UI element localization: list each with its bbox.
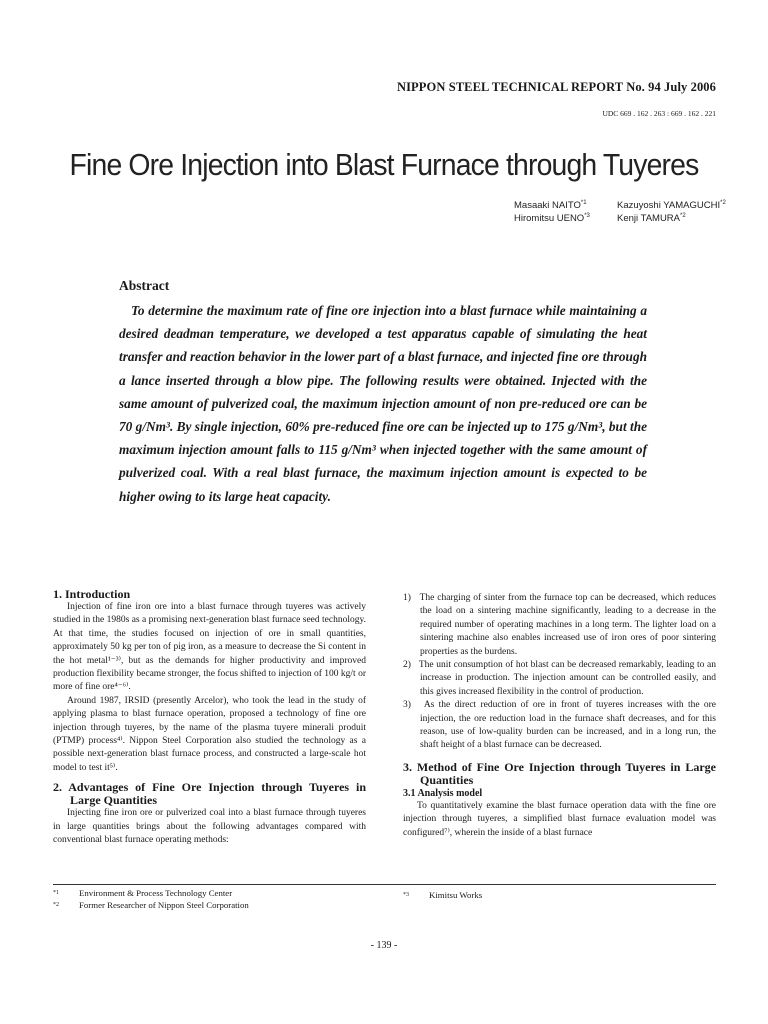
author-3 <box>514 213 590 224</box>
right-column <box>403 592 716 840</box>
list-item <box>403 699 716 753</box>
list-text: The charging of sinter from the furnace top can be decreased, which reduces the load on a sintering machine significantly, leading to a decrease in the required number of operating machines in a long term. The lighter load on a sintering machine also enables increased use of iron ores of poor sintering properties as the burdens. <box>419 593 716 657</box>
left-column <box>53 588 366 848</box>
author-2 <box>617 200 726 211</box>
list-number: 3) <box>403 700 411 711</box>
abstract-text: To determine the maximum rate of fine ore injection into a blast furnace while maintaining a desired deadman temperature, we developed a test apparatus capable of simulating the heat transfer and reaction behavior in the lower part of a blast furnace, and injected fine ore through a lance inserted through a blow pipe. The following results were obtained. Injected with the same amount of pulverized coal, the maximum injection amount of non pre-reduced ore can be 70 g/Nm³. By single injection, 60% pre-reduced fine ore can be injected up to 175 g/Nm³, but the maximum injection amount falls to 115 g/Nm³ when injected together with the same amount of pulverized coal. With a real blast furnace, the maximum injection amount is expected to be higher owing to its large heat capacity. <box>119 303 647 504</box>
author-mark: *2 <box>680 213 686 219</box>
abstract-body <box>119 299 647 508</box>
udc-code: UDC 669 . 162 . 263 : 669 . 162 . 221 <box>602 109 716 118</box>
list-number: 2) <box>403 660 411 671</box>
footnote-mark: *1 <box>53 890 59 896</box>
footnote-text: Kimitsu Works <box>429 890 483 900</box>
author-mark: *2 <box>720 200 726 206</box>
list-item <box>403 659 716 699</box>
section-1-paragraph: Around 1987, IRSID (presently Arcelor), who took the lead in the study of applying plasma to blast furnace operation, proposed a technology of fine ore injection through tuyeres, by the name of the plasma tuyere minerali produit (PTMP) process⁴⁾. Nippon Steel Corporation also studied the technology as a possible next-generation blast furnace process, and constructed a large-scale hot model to test it⁵⁾. <box>53 695 366 773</box>
author-name: Masaaki NAITO <box>514 200 581 212</box>
list-text: As the direct reduction of ore in front of tuyeres increases with the ore injection, the ore reduction load in the furnace shaft decreases, and for this reason, use of low-quality burden can be increased, and in a long run, the shaft height of a blast furnace can be decreased. <box>420 700 716 751</box>
footnote-text: Environment & Process Technology Center <box>79 888 233 898</box>
author-name: Kazuyoshi YAMAGUCHI <box>617 200 721 212</box>
author-1 <box>514 200 587 211</box>
page-number: - 139 - <box>370 940 398 951</box>
author-mark: *1 <box>580 200 587 206</box>
footnote-mark: *2 <box>53 902 59 908</box>
report-header: NIPPON STEEL TECHNICAL REPORT No. 94 July 2006 <box>396 80 716 94</box>
footnote-2 <box>53 899 249 912</box>
paper-title: Fine Ore Injection into Blast Furnace through Tuyeres <box>69 148 699 182</box>
author-name: Kenji TAMURA <box>617 213 680 225</box>
footnote-rule <box>53 884 716 885</box>
section-2-paragraph: Injecting fine iron ore or pulverized coal into a blast furnace through tuyeres in large quantities brings about the following advantages compared with conventional blast furnace operating methods: <box>53 808 366 846</box>
abstract-heading: Abstract <box>119 278 170 293</box>
footnote-text: Former Researcher of Nippon Steel Corporation <box>79 900 249 910</box>
section-3-heading: 3. Method of Fine Ore Injection through Tuyeres in Large Quantities <box>403 759 716 787</box>
section-1-heading: 1. Introduction <box>53 587 131 601</box>
section-1-paragraph: Injection of fine iron ore into a blast furnace through tuyeres was actively studied in the 1980s as a promising next-generation blast furnace seed technology. At that time, the studies focused on injection of ore in small quantities, approximately 50 kg per ton of pig iron, as a measure to decrease the Si content in the hot metal¹⁻³⁾, but as the demands for higher productivity and improved production flexibility became stronger, the focus shifted to injection of 100 kg/t or more of fine ore⁴⁻⁶⁾. <box>53 602 366 693</box>
author-mark: *3 <box>584 213 590 219</box>
list-number: 1) <box>403 593 411 603</box>
footnote-mark: *3 <box>403 892 409 898</box>
author-4 <box>617 213 686 224</box>
section-3-1-heading: 3.1 Analysis model <box>403 787 483 799</box>
author-name: Hiromitsu UENO <box>514 213 585 225</box>
list-item <box>403 592 716 659</box>
section-3-1-paragraph: To quantitatively examine the blast furnace operation data with the fine ore injection through tuyeres, a simplified blast furnace evaluation model was configured⁷⁾, wherein the inside of a blast furnace <box>403 800 716 838</box>
footnote-3 <box>403 889 482 902</box>
section-2-heading: 2. Advantages of Fine Ore Injection through Tuyeres in Large Quantities <box>53 780 366 808</box>
list-text: The unit consumption of hot blast can be decreased remarkably, leading to an increase in production. The injection amount can be controlled easily, and this gives increased flexibility in the control of production. <box>418 660 716 697</box>
footnote-1 <box>53 887 232 900</box>
